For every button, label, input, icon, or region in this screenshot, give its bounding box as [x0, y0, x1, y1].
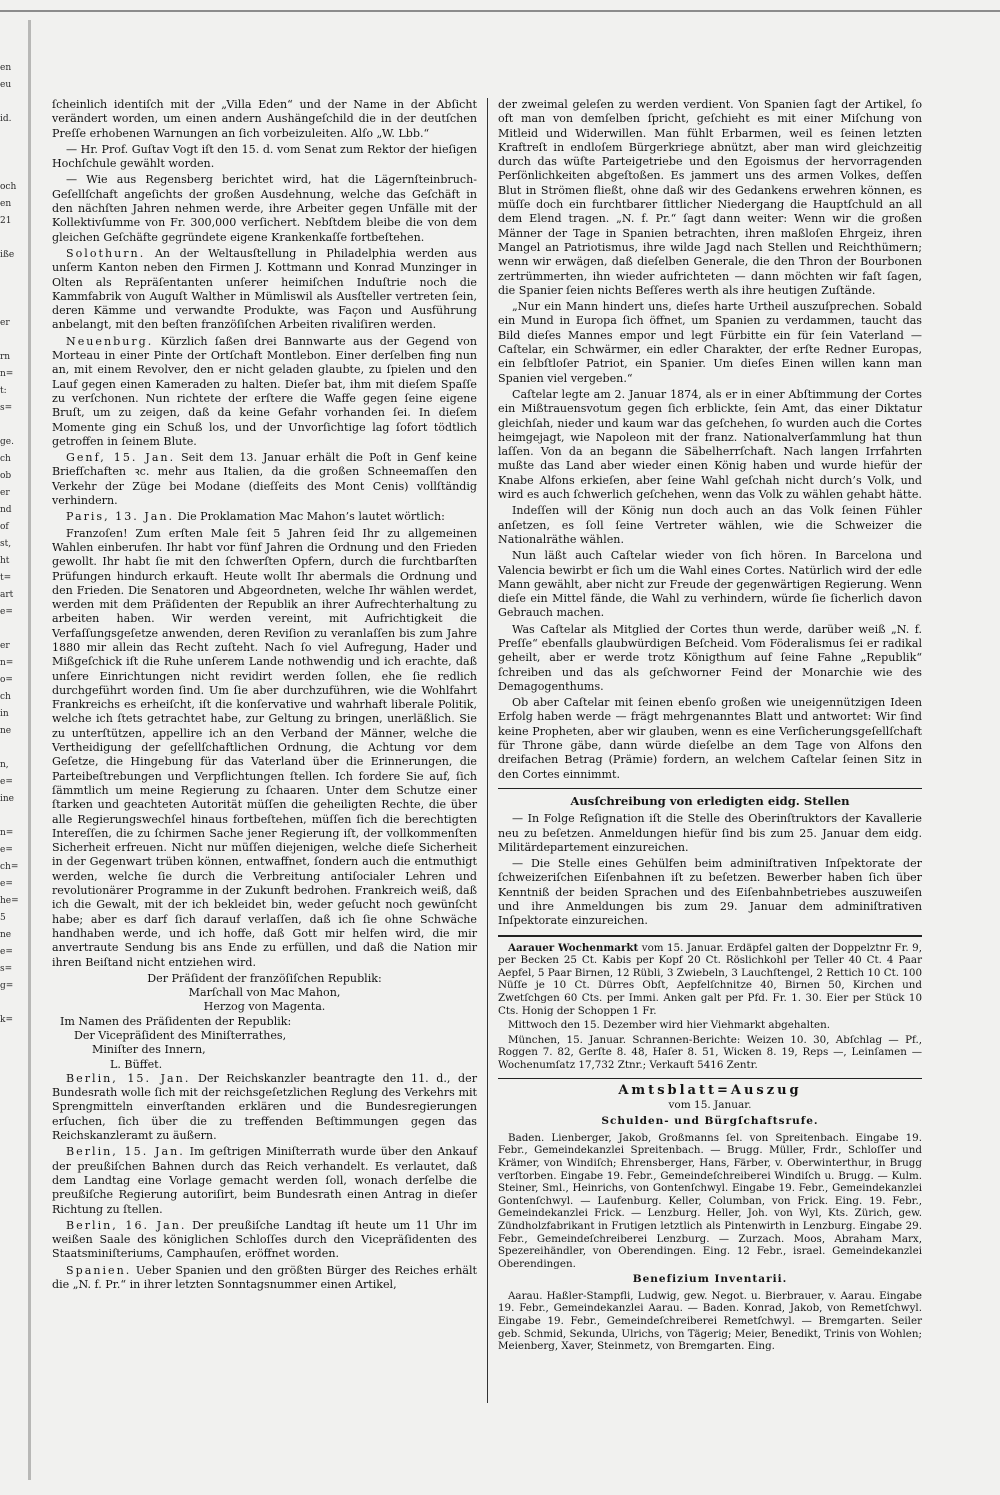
margin-fragment: k=: [0, 1015, 13, 1025]
article-paragraph: Genf, 15. Jan. Seit dem 13. Januar erhält die Poſt in Genf keine Briefſchaften ꝛc. mehr aus Italien, da die großen Schneemaſſen den Verkehr der Züge bei Modane (dieſſeits des Mont Cenis) vollſtändig verhindern.: [52, 451, 477, 508]
dateline: Berlin, 15. Jan.: [66, 1145, 185, 1159]
margin-fragment: iße: [0, 250, 15, 260]
margin-fragment: n=: [0, 828, 14, 838]
article-paragraph: Solothurn. An der Weltausſtellung in Philadelphia werden aus unſerm Kanton neben den Firmen J. Kottmann und Konrad Munzinger in Olten als Repräſentanten unſerer heimiſchen Induſtrie noch die Kammfabrik von Auguſt Walther in Mümliswil als Ausſteller vertreten ſein, deren Kämme und verwandte Produkte, was Façon und Ausführung anbelangt, mit den beſten franzöſiſchen Arbeiten rivaliſiren werden.: [52, 246, 477, 332]
margin-fragment: [0, 740, 24, 757]
margin-fragment: t=: [0, 573, 12, 583]
signature-block: [52, 972, 477, 1072]
margin-fragment: ch: [0, 454, 11, 464]
article-paragraph: Paris, 13. Jan. Die Proklamation Mac Mahon’s lautet wörtlich:: [66, 510, 445, 524]
margin-fragment: e=: [0, 947, 13, 957]
adjacent-page-margin: [0, 60, 24, 1220]
margin-fragment: ne: [0, 726, 12, 736]
margin-fragment: er: [0, 641, 10, 651]
margin-fragment: [0, 128, 24, 145]
section-heading: Ausſchreibung von erledigten eidg. Stellen: [570, 793, 850, 808]
dateline: Spanien.: [66, 1263, 132, 1277]
margin-fragment: t:: [0, 386, 7, 396]
signature-line: Miniſter des Innern,: [92, 1043, 206, 1057]
signature-line: Herzog von Magenta.: [203, 1000, 326, 1014]
margin-fragment: 21: [0, 216, 12, 226]
margin-fragment: ob: [0, 471, 12, 481]
page-top-rule: [0, 10, 1000, 12]
margin-fragment: n=: [0, 369, 14, 379]
signature-line: Der Präſident der franzöſiſchen Republik:: [147, 971, 382, 985]
margin-fragment: o=: [0, 675, 13, 685]
margin-fragment: [0, 145, 24, 162]
dateline: Berlin, 15. Jan.: [66, 1071, 191, 1085]
margin-fragment: [0, 162, 24, 179]
article-paragraph: Nun läßt auch Caſtelar wieder von ſich hören. In Barcelona und Valencia bewirbt er ſich um die Wahl eines Cortes. Natürlich wird der edle Mann gewählt, aber nicht zur Freude der gegenwärtigen Regierung. Wenn dieſe ein Mittel fände, die Wahl zu verhindern, würde ſie ſicherlich davon Gebrauch machen.: [498, 549, 922, 620]
margin-fragment: ge.: [0, 437, 14, 447]
amtsblatt-paragraph: Baden. Lienberger, Jakob, Großmanns ſel. von Spreitenbach. Eingabe 19. Febr., Gemeindekanzlei Spreitenbach. — Brugg. Müller, Frdr., Schloſſer und Krämer, von Windiſch; Ehrensberger, Hans, Färber, v. Oberwinterthur, in Brugg verſtorben. Eingabe 19. Febr., Gemeindeſchreiberei Windiſch u. Brugg. — Kulm. Steiner, Sml., Heinrichs, von Gontenſchwyl. Eingabe 19. Febr., Gemeindekanzlei Gontenſchwyl. — Laufenburg. Keller, Columban, von Frick. Eing. 19. Febr., Gemeindekanzlei Frick. — Lenzburg. Heller, Joh. von Wyl, Kts. Zürich, gew. Zündholzfabrikant in Frutigen letztlich als Pintenwirth in Lenzburg. Eingabe 29. Febr., Gemeindeſchreiberei Lenzburg. — Zurzach. Moos, Abraham Marx, Spezereihändler, von Oberendingen. Eing. 12 Febr., israel. Gemeindekanzlei Oberendingen.: [498, 1131, 922, 1270]
margin-fragment: ch=: [0, 862, 19, 872]
margin-fragment: nd: [0, 505, 12, 515]
margin-fragment: [0, 332, 24, 349]
margin-fragment: [0, 230, 24, 247]
amtsblatt-subheading: Benefizium Inventarii.: [632, 1273, 788, 1286]
market-report: [498, 942, 922, 1072]
margin-fragment: er: [0, 488, 10, 498]
article-paragraph: — Hr. Prof. Guſtav Vogt iſt den 15. d. vom Senat zum Rektor der hieſigen Hochſchule gewählt worden.: [52, 142, 477, 171]
margin-fragment: [0, 808, 24, 825]
article-paragraph: Berlin, 16. Jan. Der preußiſche Landtag iſt heute um 11 Uhr im weißen Saale des königlichen Schloſſes durch den Vicepräſidenten des Staatsminiſteriums, Camphauſen, eröffnet worden.: [52, 1218, 477, 1261]
margin-fragment: id.: [0, 114, 12, 124]
amtsblatt-date: vom 15. Januar.: [668, 1098, 752, 1111]
margin-fragment: ch: [0, 692, 11, 702]
market-title: Aarauer Wochenmarkt: [508, 941, 639, 954]
margin-fragment: art: [0, 590, 14, 600]
margin-fragment: och: [0, 182, 17, 192]
margin-fragment: st,: [0, 539, 12, 549]
page-gutter: [28, 20, 31, 1480]
article-paragraph: Ob aber Caſtelar mit ſeinen ebenſo großen wie uneigennützigen Ideen Erfolg haben werde — frägt mehrgenanntes Blatt und antwortet: Wir ſind keine Propheten, aber wir glauben, wenn es eine Verſicherungsgeſellſchaft für Throne gäbe, dann würde dieſelbe an dem Tage von Alfons den dreifachen Betrag (Prämie) fordern, an welchem Caſtelar ſeinen Sitz in den Cortes einnimmt.: [498, 696, 922, 781]
margin-fragment: e=: [0, 607, 13, 617]
margin-fragment: s=: [0, 403, 13, 413]
signature-line: Der Vicepräſident des Miniſterrathes,: [74, 1029, 287, 1042]
left-column: [52, 98, 477, 1294]
margin-fragment: eu: [0, 80, 12, 90]
margin-fragment: g=: [0, 981, 14, 991]
margin-fragment: n,: [0, 760, 9, 770]
margin-fragment: en: [0, 63, 12, 73]
section-divider: [498, 935, 922, 937]
signature-line: L. Büffet.: [110, 1057, 163, 1071]
proclamation-text: Franzoſen! Zum erſten Male ſeit 5 Jahren ſeid Ihr zu allgemeinen Wahlen einberufen. Ihr habt vor fünf Jahren die Ordnung und den Frieden gewollt. Ihr habt ſie mit den ſchwerſten Opfern, durch die furchtbarſten Prüfungen hindurch erkauft. Heute wollt Ihr abermals die Ordnung und den Frieden. Die Senatoren und Abgeordneten, welche Ihr wählen werdet, werden mit dem Präſidenten der Republik an ihrer Aufrechterhaltung zu arbeiten haben. Wir werden vereint, mit Aufrichtigkeit die Verfaſſungsgeſetze anwenden, deren Reviſion zu veranlaſſen bis zum Jahre 1880 mir allein das Recht zuſteht. Nach ſo viel Aufregung, Hader und Mißgeſchick iſt die Ruhe unſerem Lande nothwendig und ich erachte, daß unſere Einrichtungen nicht revidirt werden ſollen, ehe ſie redlich durchgeführt worden ſind. Um ſie aber durchzuführen, wie die Wohlfahrt Frankreichs es erheiſcht, iſt die konſervative und wahrhaft liberale Politik, welche ich ſtets getrachtet habe, zur Geltung zu bringen, unerläßlich. Sie zu unterſtützen, appellire ich an den Verband der Männer, welche die Vertheidigung der geſellſchaftlichen Ordnung, die Achtung vor dem Geſetze, die Hingebung für das Vaterland über die Erinnerungen, die Parteibeſtrebungen und Verpflichtungen ſtellen. Ich fordere Sie auf, ſich ſämmtlich um meine Regierung zu ſchaaren. Unter dem Schutze einer ſtarken und geachteten Autorität müſſen die geheiligten Rechte, die über alle Regierungswechſel hinaus fortbeſtehen, müſſen ſich die berechtigten Intereſſen, die zu ſchirmen Sache jener Regierung iſt, der vollkommenſten Sicherheit erfreuen. Nicht nur müſſen diejenigen, welche dieſe Sicherheit in der Gegenwart trüben können, entwaffnet, ſondern auch die entmuthigt werden, welche ſie durch die Verbreitung antiſocialer Lehren und revolutionärer Programme in der Zukunft bedrohen. Frankreich weiß, daß ich die Gewalt, mit der ich bekleidet bin, weder geſucht noch gewünſcht habe; aber es darf ſich darauf verlaſſen, daß ich ſie ohne Schwäche handhaben werde, und ich hoffe, daß Gott mir helfen wird, die mir anvertraute Sendung bis ans Ende zu erfüllen, und daß die Nation mir ihren Beiſtand nicht entziehen wird.: [52, 526, 477, 969]
right-column: [498, 98, 922, 1355]
article-paragraph: — Wie aus Regensberg berichtet wird, hat die Lägernſteinbruch-Geſellſchaft angeſichts der großen Ausdehnung, welche das Geſchäft in den nächſten Jahren nehmen werde, ihre Arbeiter gegen Unfälle mit der Kollektivſumme von Fr. 300,000 verſichert. Nebſtdem bleibe die von dem gleichen Geſchäfte gegründete eigene Krankenkaſſe fortbeſtehen.: [52, 173, 477, 244]
column-rule: [487, 98, 488, 1403]
article-paragraph: „Nur ein Mann hindert uns, dieſes harte Urtheil auszuſprechen. Sobald ein Mund in Europa ſich öffnet, um Spanien zu verdammen, taucht das Bild dieſes Mannes empor und legt Fürbitte ein für ſein Vaterland — Caſtelar, ein Schwärmer, ein edler Charakter, der erſte Redner Europas, ein ſelbſtloſer Patriot, ein Spanier. Um dieſes Einen willen kann man Spanien viel vergeben.“: [498, 300, 922, 385]
margin-fragment: er: [0, 318, 10, 328]
article-paragraph: Neuenburg. Kürzlich ſaßen drei Bannwarte aus der Gegend von Morteau in einer Pinte der Ortſchaft Montlebon. Einer derſelben fing nun an, mit einem Revolver, den er nicht geladen glaubte, zu ſpielen und den Lauf gegen einen Kameraden zu halten. Dieſer bat, ihm mit dieſem Spaſſe zu verſchonen. Nun richtete der erſtere die Waffe gegen ſeine eigene Bruſt, um zu zeigen, daß da keine Gefahr vorhanden ſei. In dieſem Momente ging ein Schuß los, und der Unvorſichtige lag ſofort tödtlich getroffen in ſeinem Blute.: [52, 334, 477, 448]
article-paragraph: ſcheinlich identiſch mit der „Villa Eden“ und der Name in der Abſicht verändert worden, um einen andern Aushängeſchild die in der deutſchen Preſſe erhobenen Warnungen an ſich vorbeizuleiten. Alſo „W. Lbb.“: [52, 98, 477, 140]
margin-fragment: en: [0, 199, 12, 209]
margin-fragment: 5: [0, 913, 6, 923]
amtsblatt-subheading: Schulden- und Bürgſchaftsrufe.: [601, 1115, 819, 1128]
margin-fragment: n=: [0, 658, 14, 668]
section-divider: [498, 788, 922, 789]
margin-fragment: ht: [0, 556, 10, 566]
article-paragraph: Caſtelar legte am 2. Januar 1874, als er in einer Abſtimmung der Cortes ein Mißtrauensvotum gegen ſich erblickte, ſein Amt, das einer Diktatur gleichſah, nieder und kaum war das geſchehen, ſo wurden auch die Cortes heimgejagt, wie Napoleon mit der franz. Nationalverſammlung hat thun laſſen. Von da an begann die Säbelherrſchaft. Nach langen Irrfahrten mußte das Land aber wieder einen König haben und wurde hiefür der Knabe Alfons erkieſen, aber ſeine Wahl geſchah nicht durch’s Volk, und wird es auch ſchwerlich geſchehen, wenn das Volk zu wählen gehabt hätte.: [498, 387, 922, 502]
margin-fragment: e=: [0, 777, 13, 787]
margin-fragment: ine: [0, 794, 15, 804]
signature-line: Marſchall von Mac Mahon,: [188, 986, 341, 1000]
notice-paragraph: — In Folge Reſignation iſt die Stelle des Oberinſtruktors der Kavallerie neu zu beſetzen. Anmeldungen hiefür ſind bis zum 25. Januar dem eidg. Militärdepartement einzureichen.: [498, 812, 922, 854]
margin-fragment: [0, 281, 24, 298]
dateline: Solothurn.: [66, 246, 146, 260]
dateline: Berlin, 16. Jan.: [66, 1218, 187, 1232]
amtsblatt-body: [498, 1115, 922, 1353]
margin-fragment: in: [0, 709, 9, 719]
article-paragraph: der zweimal geleſen zu werden verdient. Von Spanien ſagt der Artikel, ſo oft man von demſelben ſpricht, geſchieht es mit einer Miſchung von Mitleid und Widerwillen. Man fühlt Erbarmen, weil es ſeinen letzten Kraftreſt in endloſem Bürgerkriege abnützt, aber man wird gleichzeitig durch das wüſte Parteigetriebe und den Egoismus der hervorragenden Perſönlichkeiten abgeſtoßen. Es jammert uns des armen Volkes, deſſen Blut in Strömen fließt, ohne daß wir des Gedankens erwehren können, es müſſe doch ein furchtbarer ſittlicher Niedergang die Hauptſchuld an all dem Elend tragen. „N. f. Pr.“ ſagt dann weiter: Wenn wir die großen Männer der Tage in Spanien betrachten, ihren maßloſen Ehrgeiz, ihren Mangel an Patriotismus, ihre wilde Jagd nach Stellen und Reichthümern; wenn wir erwägen, daß dieſelben Generale, die den Thron der Bourbonen zertrümmerten, ihn wieder aufrichteten — dann möchten wir faſt ſagen, die Spanier ſeien nichts Beſſeres werth als ihre heutigen Zuſtände.: [498, 98, 922, 297]
amtsblatt-paragraph: Aarau. Haßler-Stampfli, Ludwig, gew. Negot. u. Bierbrauer, v. Aarau. Eingabe 19. Febr., Gemeindekanzlei Aarau. — Baden. Konrad, Jakob, von Remetſchwyl. Eingabe 19. Febr., Gemeindeſchreiberei Remetſchwyl. — Bremgarten. Seiler geb. Schmid, Sekunda, Ulrichs, von Tägerig; Meier, Benedikt, Trinis von Wohlen; Meienberg, Xaver, Steinmetz, von Bremgarten. Eing.: [498, 1289, 922, 1353]
amtsblatt-title: Amtsblatt=Auszug: [618, 1082, 802, 1098]
dateline: Genf, 15. Jan.: [66, 451, 176, 465]
margin-fragment: [0, 298, 24, 315]
market-paragraph: München, 15. Januar. Schrannen-Berichte: Weizen 10. 30, Abſchlag — Pf., Roggen 7. 82, Gerſte 8. 48, Haſer 8. 51, Wicken 8. 19, Reps —, Leinſamen — Wochenumſatz 17,732 Ztnr.; Verkauft 5416 Zentr.: [498, 1033, 922, 1071]
margin-fragment: ne: [0, 930, 12, 940]
dateline: Neuenburg.: [66, 334, 154, 348]
margin-fragment: e=: [0, 845, 13, 855]
margin-fragment: s=: [0, 964, 13, 974]
margin-fragment: [0, 621, 24, 638]
dateline: Paris, 13. Jan.: [66, 510, 175, 524]
article-paragraph: Indeſſen will der König nun doch auch an das Volk ſeinen Fühler anſetzen, es ſoll ſeine Vertreter wählen, wie die Schweizer die Nationalräthe wählen.: [498, 504, 922, 546]
margin-fragment: of: [0, 522, 9, 532]
market-paragraph: Aarauer Wochenmarkt vom 15. Januar. Erdäpfel galten der Doppelztnr Fr. 9, per Becken 25 Ct. Kabis per Kopf 20 Ct. Röslichkohl per Teller 40 Ct. 4 Paar Aepfel, 5 Paar Birnen, 12 Rübli, 3 Zwiebeln, 3 Lauchſtengel, 2 Rettich 10 Ct. 100 Nüſſe je 10 Ct. Dürres Obſt, Aepfelſchnitze 40, Birnen 50, Kirchen und Zwetſchgen 60 Cts. per Immi. Anken galt per Pfd. Fr. 1. 30. Eier per Stück 10 Cts. Honig der Schoppen 1 Fr.: [498, 941, 922, 1017]
section-divider: [498, 1078, 922, 1079]
margin-fragment: [0, 417, 24, 434]
margin-fragment: [0, 264, 24, 281]
article-paragraph: Berlin, 15. Jan. Im geſtrigen Miniſterrath wurde über den Ankauf der preußiſchen Bahnen durch das Reich verhandelt. Es verlautet, daß dem Landtag eine Vorlage gemacht werden ſoll, wonach derſelbe die preußiſche Regierung autoriſirt, beim Bundesrath einen Antrag in dieſer Richtung zu ſtellen.: [52, 1145, 478, 1216]
article-paragraph: Was Caſtelar als Mitglied der Cortes thun werde, darüber weiß „N. f. Preſſe“ ebenfalls glaubwürdigen Beſcheid. Vom Föderalismus ſei er radikal geheilt, aber er werde trotz Königthum auf ſeine Fahne „Republik“ ſchreiben und das als geſchworner Feind der Monarchie wie des Demagogenthums.: [498, 622, 922, 693]
margin-fragment: [0, 94, 24, 111]
article-paragraph: Spanien. Ueber Spanien und den größten Bürger des Reiches erhält die „N. f. Pr.“ in ihrer letzten Sonntagsnummer einen Artikel,: [52, 1263, 478, 1292]
margin-fragment: e=: [0, 879, 13, 889]
article-paragraph: Berlin, 15. Jan. Der Reichskanzler beantragte den 11. d., der Bundesrath wolle ſich mit der reichsgeſetzlichen Reglung des Verkehrs mit Sprengmitteln einverſtanden erklären und die Bundesregierungen erſuchen, ſich über die zu treffenden Beſtimmungen gegen das Reichskanzleramt zu äußern.: [52, 1071, 477, 1143]
notice-paragraph: — Die Stelle eines Gehülfen beim adminiſtrativen Inſpektorate der ſchweizeriſchen Eiſenbahnen iſt zu beſetzen. Bewerber haben ſich über Kenntniß der beiden Sprachen und des Eiſenbahnbetriebes auszuweiſen und ihre Anmeldungen bis zum 29. Januar dem adminiſtrativen Inſpektorate einzureichen.: [498, 857, 922, 928]
margin-fragment: [0, 995, 24, 1012]
margin-fragment: he=: [0, 896, 19, 906]
signature-line: Im Namen des Präſidenten der Republik:: [60, 1014, 292, 1028]
market-paragraph: Mittwoch den 15. Dezember wird hier Viehmarkt abgehalten.: [508, 1019, 831, 1032]
margin-fragment: rn: [0, 352, 11, 362]
